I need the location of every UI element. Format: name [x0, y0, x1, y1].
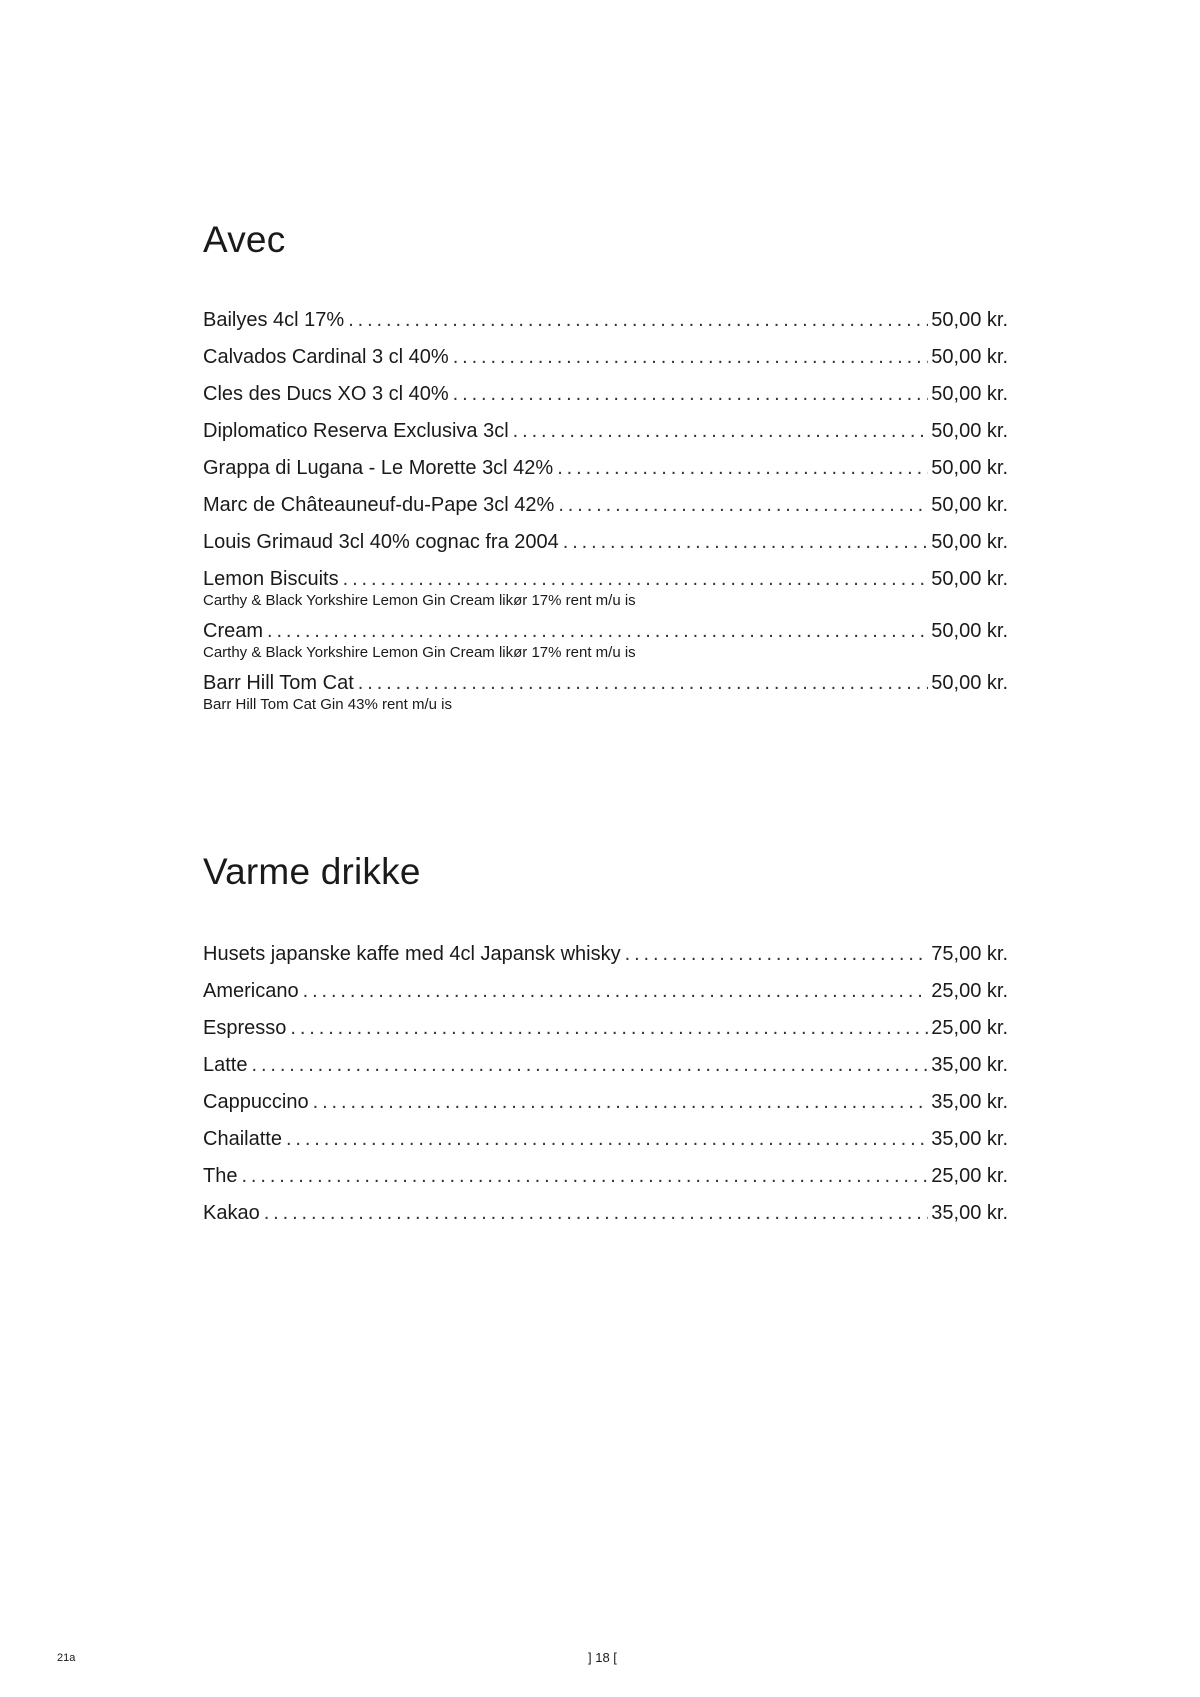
menu-item: [203, 1090, 1008, 1114]
item-name: Cappuccino: [203, 1091, 309, 1113]
dot-leader: [513, 419, 929, 443]
item-name: Marc de Châteauneuf-du-Pape 3cl 42%: [203, 494, 555, 516]
item-price: 35,00 kr.: [931, 1128, 1008, 1150]
menu-item: [203, 1164, 1008, 1188]
item-price: 35,00 kr.: [931, 1091, 1008, 1113]
menu-list: [203, 942, 1008, 1225]
item-name: Chailatte: [203, 1128, 282, 1150]
item-name: Lemon Biscuits: [203, 568, 339, 590]
item-price: 50,00 kr.: [931, 383, 1008, 405]
item-price: 75,00 kr.: [931, 943, 1008, 965]
menu-item: [203, 1016, 1008, 1040]
page-number: ] 18 [: [588, 1650, 617, 1665]
item-name: Grappa di Lugana - Le Morette 3cl 42%: [203, 457, 554, 479]
item-price: 50,00 kr.: [931, 457, 1008, 479]
item-price: 50,00 kr.: [931, 620, 1008, 642]
menu-item: [203, 1053, 1008, 1077]
item-price: 35,00 kr.: [931, 1202, 1008, 1224]
item-name: Kakao: [203, 1202, 260, 1224]
item-description: Carthy & Black Yorkshire Lemon Gin Cream likør 17% rent m/u is: [203, 644, 636, 661]
item-name: The: [203, 1165, 238, 1187]
section-avec: [203, 215, 1008, 723]
dot-leader: [303, 979, 929, 1003]
menu-item: [203, 419, 1008, 443]
menu-item: [203, 530, 1008, 554]
item-name: Cles des Ducs XO 3 cl 40%: [203, 383, 449, 405]
item-price: 50,00 kr.: [931, 420, 1008, 442]
item-name: Bailyes 4cl 17%: [203, 309, 345, 331]
item-name: Husets japanske kaffe med 4cl Japansk whisky: [203, 943, 621, 965]
item-price: 50,00 kr.: [931, 346, 1008, 368]
footer-code: 21a: [57, 1652, 76, 1664]
item-price: 50,00 kr.: [931, 494, 1008, 516]
item-price: 25,00 kr.: [931, 1165, 1008, 1187]
section-title: Varme drikke: [203, 851, 421, 892]
dot-leader: [313, 1090, 929, 1114]
menu-item: [203, 1201, 1008, 1225]
dot-leader: [453, 382, 929, 406]
menu-item: [203, 942, 1008, 966]
dot-leader: [348, 308, 928, 332]
menu-item: [203, 567, 1008, 611]
menu-item: [203, 382, 1008, 406]
dot-leader: [625, 942, 929, 966]
item-name: Calvados Cardinal 3 cl 40%: [203, 346, 449, 368]
menu-item: [203, 979, 1008, 1003]
item-name: Cream: [203, 620, 264, 642]
item-description: Barr Hill Tom Cat Gin 43% rent m/u is: [203, 696, 452, 713]
dot-leader: [557, 456, 928, 480]
item-price: 25,00 kr.: [931, 980, 1008, 1002]
menu-item: [203, 308, 1008, 332]
item-name: Americano: [203, 980, 299, 1002]
menu-item: [203, 345, 1008, 369]
dot-leader: [241, 1164, 928, 1188]
dot-leader: [558, 493, 928, 517]
item-description: Carthy & Black Yorkshire Lemon Gin Cream likør 17% rent m/u is: [203, 592, 636, 609]
section-title: Avec: [203, 219, 286, 260]
item-price: 35,00 kr.: [931, 1054, 1008, 1076]
dot-leader: [267, 619, 928, 643]
dot-leader: [453, 345, 929, 369]
item-price: 50,00 kr.: [931, 531, 1008, 553]
item-name: Espresso: [203, 1017, 287, 1039]
item-price: 50,00 kr.: [931, 568, 1008, 590]
dot-leader: [343, 567, 929, 591]
dot-leader: [563, 530, 929, 554]
dot-leader: [286, 1127, 928, 1151]
dot-leader: [264, 1201, 929, 1225]
item-name: Diplomatico Reserva Exclusiva 3cl: [203, 420, 509, 442]
dot-leader: [251, 1053, 928, 1077]
section-varme-drikke: [203, 847, 1008, 1238]
item-price: 50,00 kr.: [931, 672, 1008, 694]
menu-item: [203, 671, 1008, 715]
menu-list: [203, 308, 1008, 715]
item-name: Barr Hill Tom Cat: [203, 672, 354, 694]
menu-item: [203, 456, 1008, 480]
item-price: 25,00 kr.: [931, 1017, 1008, 1039]
item-name: Louis Grimaud 3cl 40% cognac fra 2004: [203, 531, 559, 553]
dot-leader: [358, 671, 929, 695]
menu-item: [203, 1127, 1008, 1151]
item-name: Latte: [203, 1054, 248, 1076]
menu-item: [203, 619, 1008, 663]
item-price: 50,00 kr.: [931, 309, 1008, 331]
menu-item: [203, 493, 1008, 517]
dot-leader: [290, 1016, 928, 1040]
